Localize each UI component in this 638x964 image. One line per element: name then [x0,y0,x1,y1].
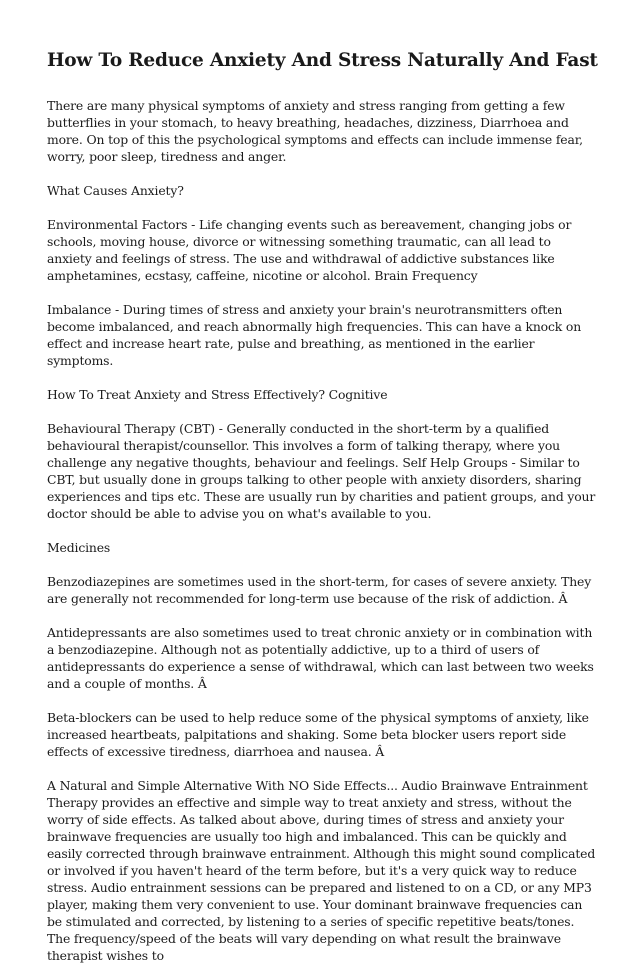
paragraph-antidepressants: Antidepressants are also sometimes used to treat chronic anxiety or in combination with a benzodiazepine. Although not as potentially addictive, up to a third of users of antidepressants do experience a sense of withdrawal, which can last between two weeks and a couple of months. Â [47,625,594,691]
paragraph-intro: There are many physical symptoms of anxiety and stress ranging from getting a few butterflies in your stomach, to heavy breathing, headaches, dizziness, Diarrhoea and more. On top of this the psychological symptoms and effects can include immense fear, worry, poor sleep, tiredness and anger. [47,98,583,164]
heading-medicines: Medicines [47,540,111,555]
heading-what-causes-anxiety: What Causes Anxiety? [47,183,184,198]
paragraph-imbalance: Imbalance - During times of stress and anxiety your brain's neurotransmitters often become imbalanced, and reach abnormally high frequencies. This can have a knock on effect and increase heart rate, pulse and breathing, as mentioned in the earlier symptoms. [47,302,582,368]
heading-how-to-treat: How To Treat Anxiety and Stress Effectively? Cognitive [47,387,388,402]
paragraph-benzodiazepines: Benzodiazepines are sometimes used in the short-term, for cases of severe anxiety. They are generally not recommended for long-term use because of the risk of addiction. Â [47,574,592,606]
paragraph-natural-alternative: A Natural and Simple Alternative With NO Side Effects... Audio Brainwave Entrainment Therapy provides an effective and simple way to treat anxiety and stress, without the worry of side effects. As talked about above, during times of stress and anxiety your brainwave frequencies are usually too high and imbalanced. This can be quickly and easily corrected through brainwave entrainment. Although this might sound complicated or involved if you haven't heard of the term before, but it's a very quick way to reduce stress. Audio entrainment sessions can be prepared and listened to on a CD, or any MP3 player, making them very convenient to use. Your dominant brainwave frequencies can be stimulated and corrected, by listening to a series of specific repetitive beats/tones. The frequency/speed of the beats will vary depending on what result the brainwave therapist wishes to [47,778,596,963]
paragraph-behavioural-therapy: Behavioural Therapy (CBT) - Generally conducted in the short-term by a qualified behavioural therapist/counsellor. This involves a form of talking therapy, where you challenge any negative thoughts, behaviour and feelings. Self Help Groups - Similar to CBT, but usually done in groups talking to other people with anxiety disorders, sharing experiences and tips etc. These are usually run by charities and patient groups, and your doctor should be able to advise you on what's available to you. [47,421,596,521]
document-title: How To Reduce Anxiety And Stress Naturally And Fast [47,50,598,71]
paragraph-beta-blockers: Beta-blockers can be used to help reduce some of the physical symptoms of anxiety, like increased heartbeats, palpitations and shaking. Some beta blocker users report side effects of excessive tiredness, diarrhoea and nausea. Â [47,710,589,759]
paragraph-environmental-factors: Environmental Factors - Life changing events such as bereavement, changing jobs or schools, moving house, divorce or witnessing something traumatic, can all lead to anxiety and feelings of stress. The use and withdrawal of addictive substances like amphetamines, ecstasy, caffeine, nicotine or alcohol. Brain Frequency [47,217,572,283]
